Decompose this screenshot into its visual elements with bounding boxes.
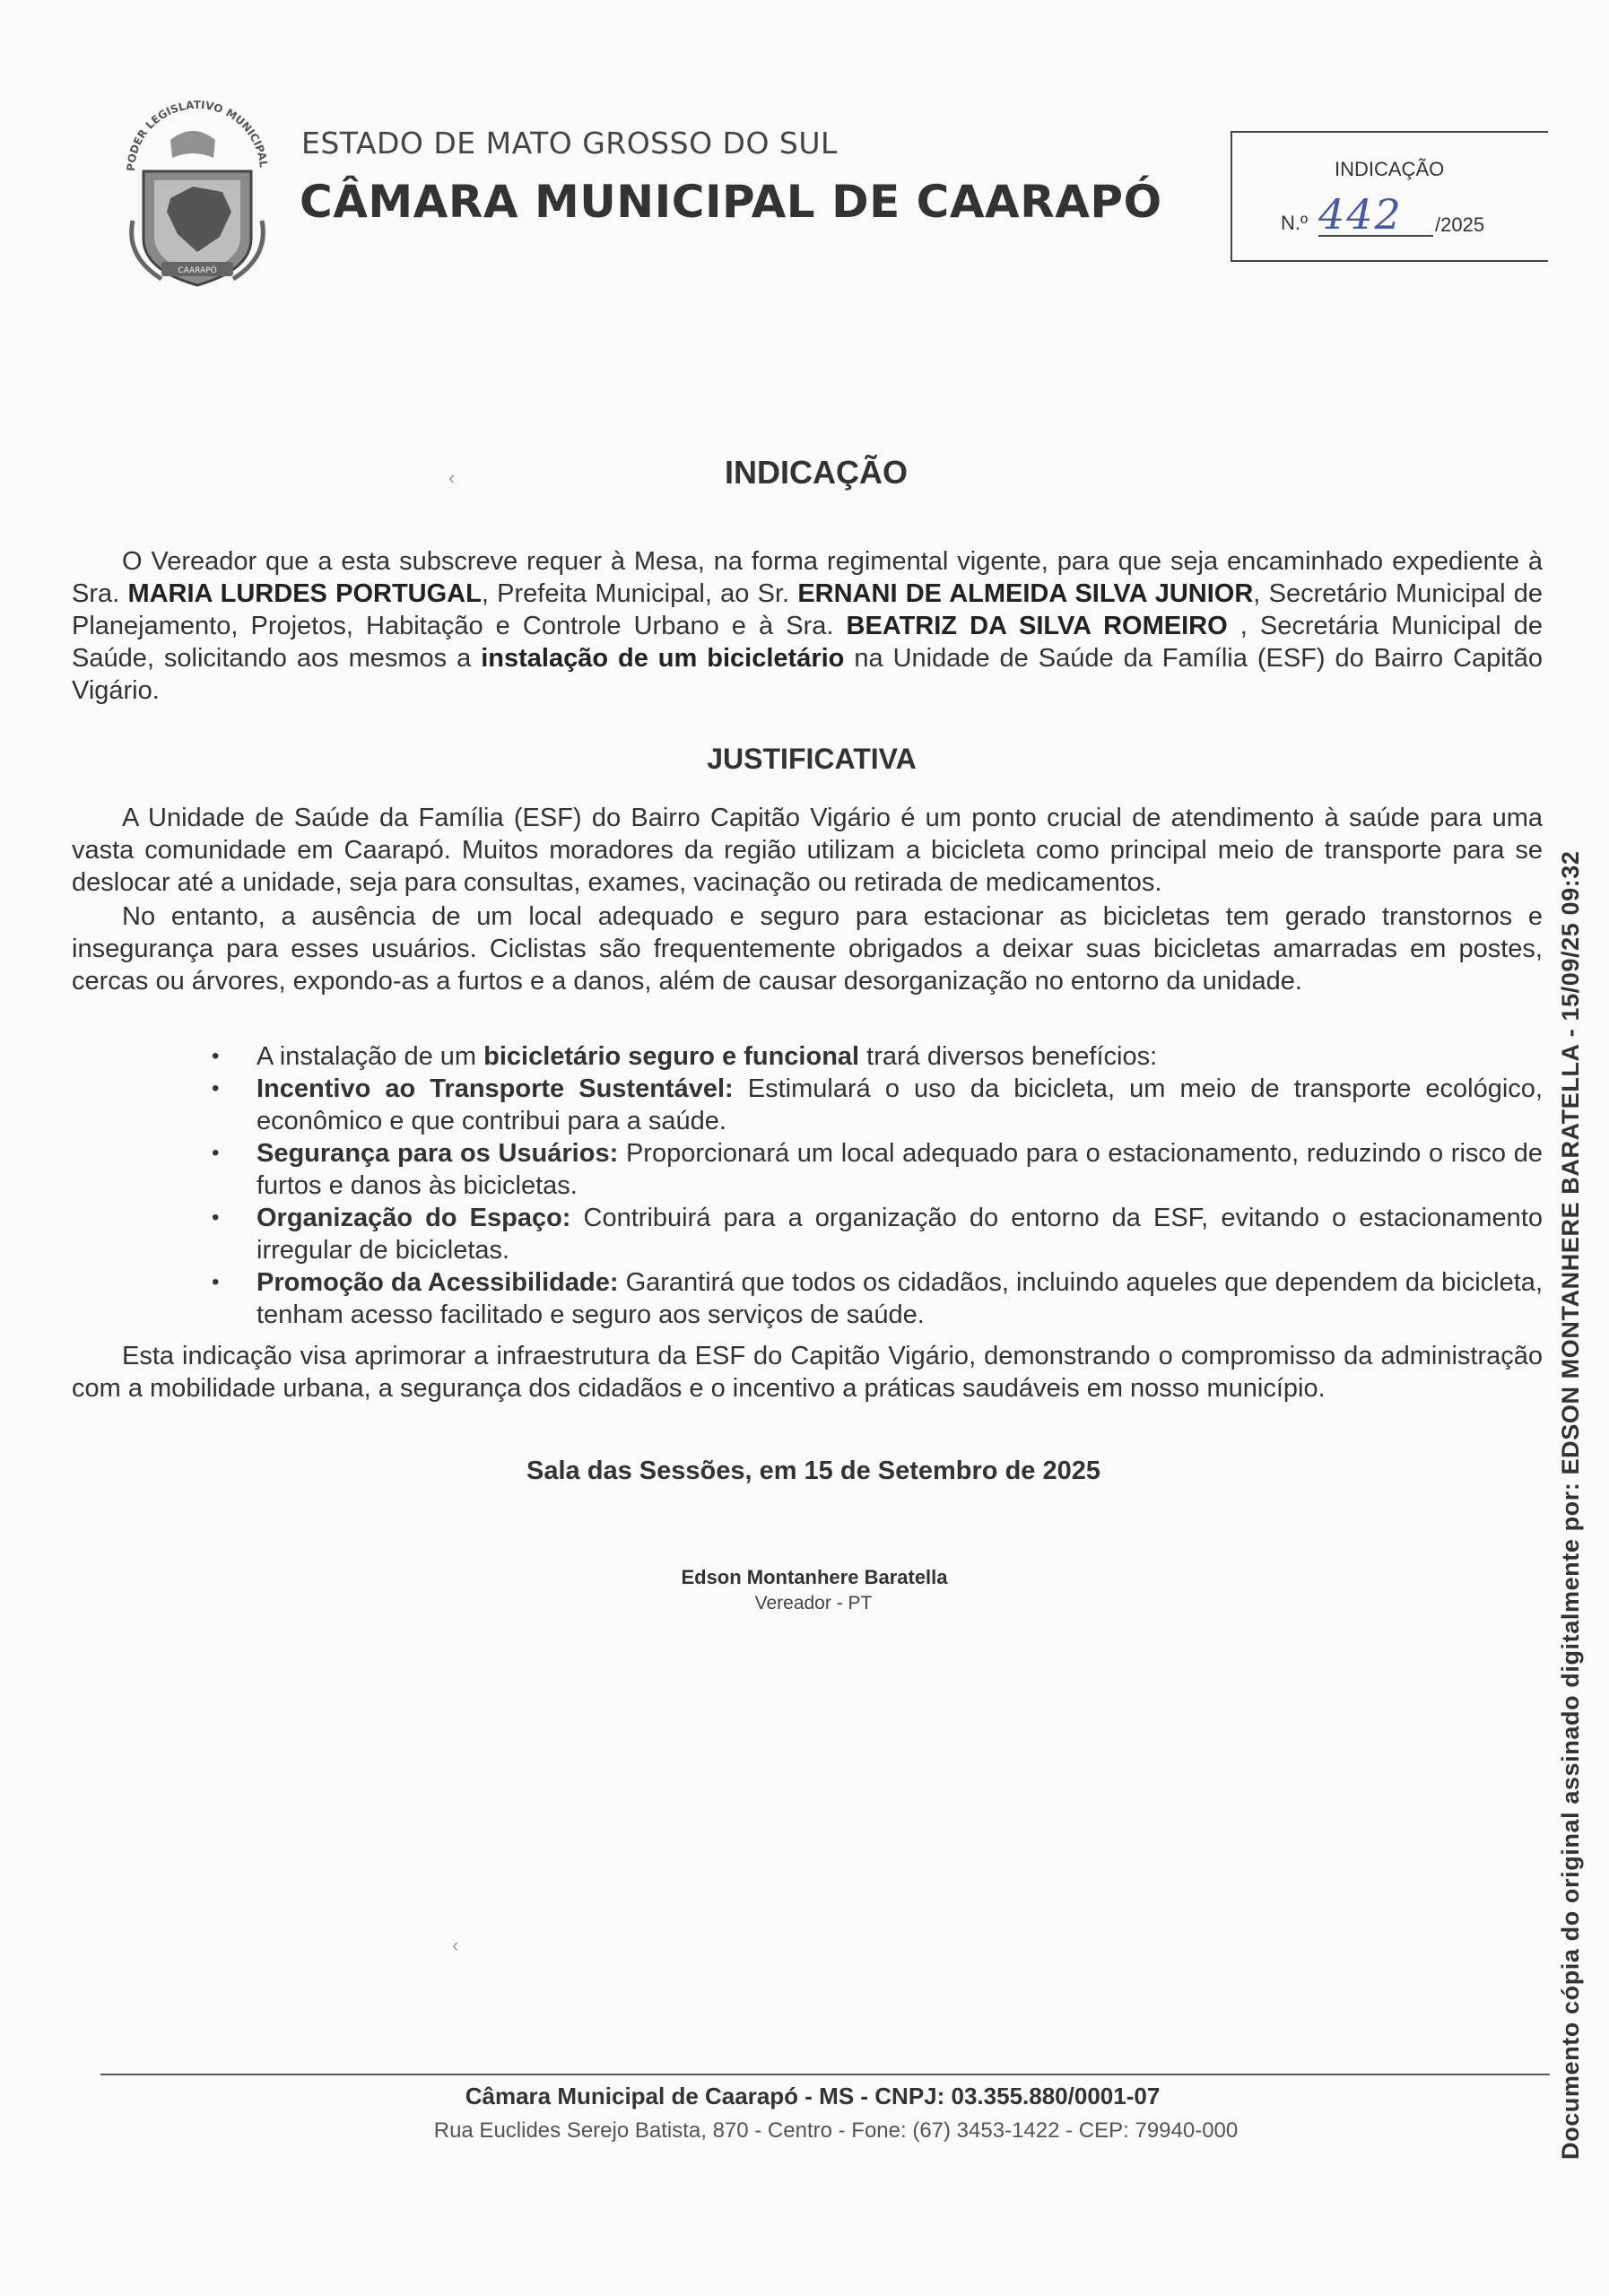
request-text-2: , Prefeita Municipal, ao Sr. <box>481 579 798 608</box>
benefit-title: Organização do Espaço: <box>257 1204 571 1232</box>
municipal-seal-logo <box>108 86 278 292</box>
document-title: INDICAÇÃO <box>725 454 908 491</box>
bullet-icon: • <box>212 1141 220 1165</box>
mayor-name: MARIA LURDES PORTUGAL <box>127 579 482 608</box>
bullet-icon: • <box>212 1044 220 1068</box>
seal-arc-text: PODER LEGISLATIVO MUNICIPAL <box>124 98 270 172</box>
scan-speck: ‹ <box>448 466 456 489</box>
benefit-item <box>203 1202 1543 1266</box>
number-underline <box>1318 235 1433 237</box>
benefit-item <box>203 1137 1543 1202</box>
bullet-icon: • <box>212 1270 220 1294</box>
benefit-title: Promoção da Acessibilidade: <box>257 1268 619 1297</box>
handwritten-indication-number: 442 <box>1318 190 1403 239</box>
request-subject: instalação de um bicicletário <box>481 644 845 673</box>
benefits-intro-text-2: trará diversos benefícios: <box>859 1042 1158 1071</box>
indication-number-box <box>1231 131 1548 262</box>
request-paragraph <box>72 545 1543 707</box>
scan-speck: ‹ <box>452 1934 459 1956</box>
indication-box-label: INDICAÇÃO <box>1335 158 1445 180</box>
justification-title: JUSTIFICATIVA <box>707 743 917 775</box>
footer-divider <box>100 2074 1550 2075</box>
benefits-list <box>203 1040 1543 1331</box>
footer-institution: Câmara Municipal de Caarapó - MS - CNPJ: 03.355.880/0001-07 <box>465 2083 1161 2109</box>
place-and-date: Sala das Sessões, em 15 de Setembro de 2025 <box>526 1457 1100 1485</box>
planning-secretary-name: ERNANI DE ALMEIDA SILVA JUNIOR <box>797 579 1254 608</box>
benefit-text: Contribuirá para a organização do entorno da ESF, evitando o estacionamento irregular de bicicletas. <box>257 1204 1543 1265</box>
justification-paragraph-2: No entanto, a ausência de um local adequado e seguro para estacionar as bicicletas tem gerado transtornos e insegurança para esses usuários. Ciclistas são frequentemente obrigados a deixar suas bicicletas amarradas em postes, cercas ou árvores, expondo-as a furtos e a danos, além de causar desorganização no entorno da unidade. <box>72 902 1543 996</box>
bullet-icon: • <box>212 1205 220 1230</box>
benefits-intro-text-1: A instalação de um <box>257 1042 484 1071</box>
benefit-item <box>203 1073 1543 1137</box>
request-text-1: O Vereador que a esta subscreve requer à Mesa, na forma regimental vigente, para que seja encaminhado expediente à Sra. <box>72 547 1543 608</box>
state-name: ESTADO DE MATO GROSSO DO SUL <box>301 126 838 161</box>
signer-name: Edson Montanhere Baratella <box>681 1566 948 1588</box>
signer-role: Vereador - PT <box>754 1593 873 1613</box>
benefit-text: Estimulará o uso da bicicleta, um meio de transporte ecológico, econômico e que contribui para a saúde. <box>257 1074 1543 1135</box>
benefit-item <box>203 1266 1543 1331</box>
benefit-text: Garantirá que todos os cidadãos, incluindo aqueles que dependem da bicicleta, tenham acesso facilitado e seguro aos serviços de saúde. <box>257 1268 1543 1329</box>
svg-text:CAARAPÓ: CAARAPÓ <box>178 266 217 275</box>
request-text-4: , Secretária Municipal de Saúde, solicitando aos mesmos a <box>72 612 1544 673</box>
chamber-name: CÂMARA MUNICIPAL DE CAARAPÓ <box>300 176 1162 228</box>
benefit-title: Segurança para os Usuários: <box>257 1139 619 1168</box>
indication-number-prefix: N.º <box>1281 212 1309 234</box>
justification-paragraph-1: A Unidade de Saúde da Família (ESF) do Bairro Capitão Vigário é um ponto crucial de atendimento à saúde para uma vasta comunidade em Caarapó. Muitos moradores da região utilizam a bicicleta como principal meio de transporte para se deslocar até a unidade, seja para consultas, exames, vacinação ou retirada de medicamentos. <box>72 804 1543 897</box>
justification-paragraph-3: Esta indicação visa aprimorar a infraestrutura da ESF do Capitão Vigário, demonstrando o compromisso da administração com a mobilidade urbana, a segurança dos cidadãos e o incentivo a práticas saudáveis em nosso município. <box>72 1342 1543 1403</box>
bullet-icon: • <box>212 1076 220 1100</box>
indication-year: /2025 <box>1435 213 1485 236</box>
digital-signature-stamp: Documento cópia do original assinado digitalmente por: EDSON MONTANHERE BARATELLA - 15/09/25 09:32 <box>1557 850 1584 2160</box>
footer-address: Rua Euclides Serejo Batista, 870 - Centro - Fone: (67) 3453-1422 - CEP: 79940-000 <box>433 2118 1239 2143</box>
request-text-3: , Secretário Municipal de Planejamento, Projetos, Habitação e Controle Urbano e à Sra. <box>72 579 1544 640</box>
benefit-title: Incentivo ao Transporte Sustentável: <box>257 1074 734 1103</box>
benefits-intro-bold: bicicletário seguro e funcional <box>483 1042 860 1071</box>
health-secretary-name: BEATRIZ DA SILVA ROMEIRO <box>846 612 1228 640</box>
benefit-text: Proporcionará um local adequado para o estacionamento, reduzindo o risco de furtos e danos às bicicletas. <box>257 1139 1543 1200</box>
request-text-5: na Unidade de Saúde da Família (ESF) do Bairro Capitão Vigário. <box>72 644 1543 705</box>
benefits-intro <box>203 1040 1543 1073</box>
